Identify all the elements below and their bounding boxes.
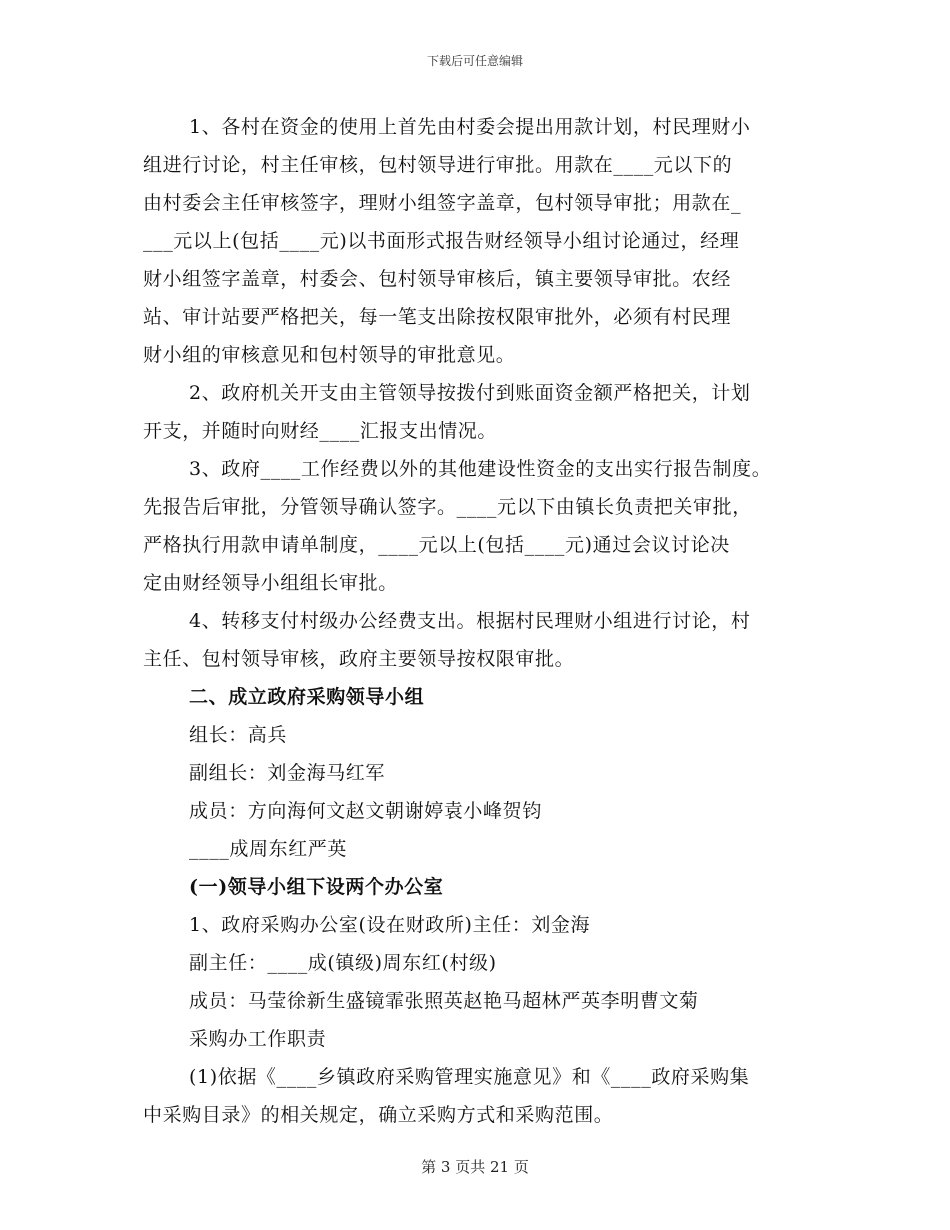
paragraph-line: 财小组的审核意见和包村领导的审批意见。 bbox=[143, 344, 516, 366]
paragraph-line: 先报告后审批，分管领导确认签字。____元以下由镇长负责把关审批， bbox=[143, 496, 752, 518]
paragraph-line: 成员：方向海何文赵文朝谢婷袁小峰贺钧 bbox=[189, 800, 542, 822]
paragraph-line: 严格执行用款申请单制度，____元以上(包括____元)通过会议讨论决 bbox=[143, 534, 730, 556]
paragraph-line: 副组长：刘金海马红军 bbox=[189, 762, 386, 784]
paragraph-line: 由村委会主任审核签字，理财小组签字盖章，包村领导审批；用款在_ bbox=[143, 192, 742, 214]
page-footer: 第 3 页共 21 页 bbox=[421, 1158, 529, 1176]
section-heading: 二、成立政府采购领导小组 bbox=[189, 686, 425, 708]
page-header: 下载后可任意编辑 bbox=[426, 54, 523, 68]
paragraph-line: ___元以上(包括____元)以书面形式报告财经领导小组讨论通过，经理 bbox=[143, 230, 740, 252]
paragraph-line: 副主任：____成(镇级)周东红(村级) bbox=[189, 952, 497, 974]
paragraph-line: 2、政府机关开支由主管领导按拨付到账面资金额严格把关，计划 bbox=[189, 382, 751, 404]
paragraph-line: 4、转移支付村级办公经费支出。根据村民理财小组进行讨论，村 bbox=[189, 610, 751, 632]
paragraph-line: 采购办工作职责 bbox=[189, 1028, 327, 1050]
paragraph-line: 定由财经领导小组组长审批。 bbox=[143, 572, 398, 594]
paragraph-line: 1、各村在资金的使用上首先由村委会提出用款计划，村民理财小 bbox=[189, 116, 751, 138]
subsection-heading: (一)领导小组下设两个办公室 bbox=[189, 876, 444, 898]
paragraph-line: 开支，并随时向财经____汇报支出情况。 bbox=[143, 420, 498, 442]
paragraph-line: 成员：马莹徐新生盛镜霏张照英赵艳马超林严英李明曹文菊 bbox=[189, 990, 699, 1012]
paragraph-line: 组长：高兵 bbox=[189, 724, 288, 746]
paragraph-line: 组进行讨论，村主任审核，包村领导进行审批。用款在____元以下的 bbox=[143, 154, 733, 176]
document-body bbox=[143, 108, 813, 1134]
paragraph-line: 1、政府采购办公室(设在财政所)主任：刘金海 bbox=[189, 914, 591, 936]
paragraph-line: 3、政府____工作经费以外的其他建设性资金的支出实行报告制度。 bbox=[189, 458, 772, 480]
paragraph-line: 中采购目录》的相关规定，确立采购方式和采购范围。 bbox=[143, 1104, 614, 1126]
paragraph-line: (1)依据《____乡镇政府采购管理实施意见》和《____政府采购集 bbox=[189, 1066, 750, 1088]
paragraph-line: ____成周东红严英 bbox=[189, 838, 348, 860]
paragraph-line: 主任、包村领导审核，政府主要领导按权限审批。 bbox=[143, 648, 575, 670]
paragraph-line: 财小组签字盖章，村委会、包村领导审核后，镇主要领导审批。农经 bbox=[143, 268, 732, 290]
paragraph-line: 站、审计站要严格把关，每一笔支出除按权限审批外，必须有村民理 bbox=[143, 306, 732, 328]
